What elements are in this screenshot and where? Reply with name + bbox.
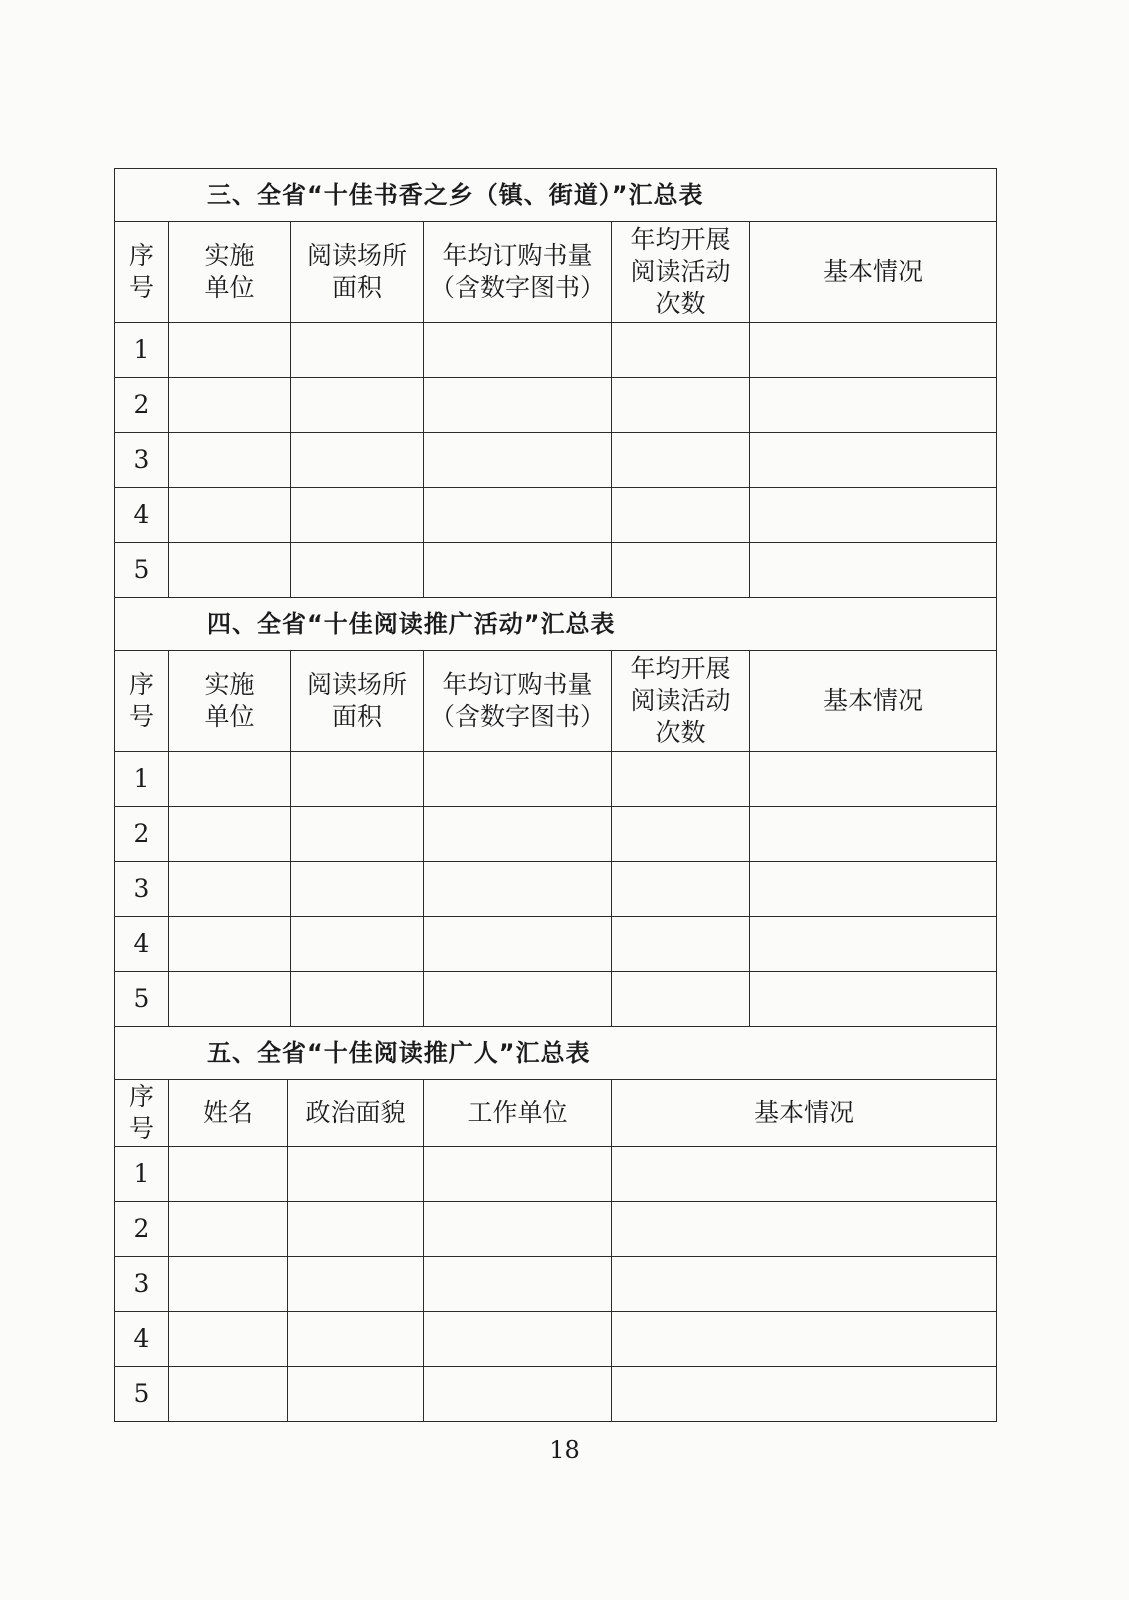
row-number: 4: [115, 917, 169, 972]
cell-area[interactable]: [291, 972, 424, 1027]
section5-row: [115, 1147, 997, 1202]
cell-books[interactable]: [424, 752, 612, 807]
section4-row: [115, 807, 997, 862]
cell-basic[interactable]: [612, 1147, 997, 1202]
cell-books[interactable]: [424, 807, 612, 862]
section3-header-books: 年均订购书量 （含数字图书）: [424, 222, 612, 323]
cell-activities[interactable]: [612, 488, 750, 543]
row-number: 3: [115, 1257, 169, 1312]
cell-activities[interactable]: [612, 433, 750, 488]
cell-basic[interactable]: [750, 488, 997, 543]
section4-row: [115, 917, 997, 972]
cell-unit[interactable]: [169, 807, 291, 862]
cell-basic[interactable]: [750, 862, 997, 917]
cell-area[interactable]: [291, 378, 424, 433]
section3-title: 三、全省“十佳书香之乡（镇、街道）”汇总表: [115, 169, 997, 222]
cell-books[interactable]: [424, 917, 612, 972]
cell-activities[interactable]: [612, 807, 750, 862]
row-number: 2: [115, 1202, 169, 1257]
section4-header-activities: 年均开展 阅读活动 次数: [612, 651, 750, 752]
row-number: 5: [115, 972, 169, 1027]
section4-row: [115, 972, 997, 1027]
row-number: 4: [115, 1312, 169, 1367]
cell-political[interactable]: [288, 1367, 424, 1422]
section5-row: [115, 1257, 997, 1312]
section5-header-seq: 序 号: [115, 1080, 169, 1147]
cell-area[interactable]: [291, 323, 424, 378]
cell-books[interactable]: [424, 323, 612, 378]
cell-basic[interactable]: [612, 1257, 997, 1312]
cell-basic[interactable]: [612, 1202, 997, 1257]
cell-area[interactable]: [291, 807, 424, 862]
cell-basic[interactable]: [750, 807, 997, 862]
section4-header-unit: 实施 单位: [169, 651, 291, 752]
section4-header-basic: 基本情况: [750, 651, 997, 752]
cell-activities[interactable]: [612, 378, 750, 433]
cell-unit[interactable]: [169, 862, 291, 917]
row-number: 3: [115, 862, 169, 917]
section3-row: [115, 543, 997, 598]
cell-basic[interactable]: [750, 378, 997, 433]
section5-header-political: 政治面貌: [288, 1080, 424, 1147]
cell-books[interactable]: [424, 543, 612, 598]
cell-unit[interactable]: [169, 917, 291, 972]
section5-header-name: 姓名: [169, 1080, 288, 1147]
cell-basic[interactable]: [750, 752, 997, 807]
cell-name[interactable]: [169, 1312, 288, 1367]
cell-area[interactable]: [291, 433, 424, 488]
row-number: 4: [115, 488, 169, 543]
row-number: 1: [115, 752, 169, 807]
section4-header-books: 年均订购书量 （含数字图书）: [424, 651, 612, 752]
row-number: 1: [115, 323, 169, 378]
section5-title: 五、全省“十佳阅读推广人”汇总表: [115, 1027, 997, 1080]
cell-name[interactable]: [169, 1147, 288, 1202]
cell-political[interactable]: [288, 1202, 424, 1257]
cell-workplace[interactable]: [424, 1312, 612, 1367]
cell-area[interactable]: [291, 862, 424, 917]
section4-row: [115, 862, 997, 917]
row-number: 2: [115, 378, 169, 433]
row-number: 2: [115, 807, 169, 862]
cell-activities[interactable]: [612, 917, 750, 972]
cell-books[interactable]: [424, 488, 612, 543]
section3-header-area: 阅读场所 面积: [291, 222, 424, 323]
cell-unit[interactable]: [169, 378, 291, 433]
section4-row: [115, 752, 997, 807]
cell-basic[interactable]: [750, 543, 997, 598]
cell-name[interactable]: [169, 1257, 288, 1312]
cell-workplace[interactable]: [424, 1257, 612, 1312]
cell-books[interactable]: [424, 433, 612, 488]
cell-activities[interactable]: [612, 543, 750, 598]
section3-header-activities: 年均开展 阅读活动 次数: [612, 222, 750, 323]
cell-workplace[interactable]: [424, 1147, 612, 1202]
section3-row: [115, 378, 997, 433]
cell-books[interactable]: [424, 862, 612, 917]
section4-header-seq: 序 号: [115, 651, 169, 752]
row-number: 3: [115, 433, 169, 488]
cell-unit[interactable]: [169, 972, 291, 1027]
cell-books[interactable]: [424, 378, 612, 433]
cell-basic[interactable]: [750, 323, 997, 378]
row-number: 1: [115, 1147, 169, 1202]
cell-workplace[interactable]: [424, 1367, 612, 1422]
cell-unit[interactable]: [169, 323, 291, 378]
cell-area[interactable]: [291, 543, 424, 598]
cell-activities[interactable]: [612, 972, 750, 1027]
row-number: 5: [115, 1367, 169, 1422]
cell-unit[interactable]: [169, 488, 291, 543]
cell-area[interactable]: [291, 917, 424, 972]
section3-row: [115, 433, 997, 488]
section4-title: 四、全省“十佳阅读推广活动”汇总表: [115, 598, 997, 651]
cell-activities[interactable]: [612, 752, 750, 807]
section4-header-area: 阅读场所 面积: [291, 651, 424, 752]
section5-row: [115, 1367, 997, 1422]
cell-political[interactable]: [288, 1312, 424, 1367]
row-number: 5: [115, 543, 169, 598]
summary-tables: [114, 168, 997, 1422]
cell-activities[interactable]: [612, 862, 750, 917]
cell-area[interactable]: [291, 752, 424, 807]
cell-basic[interactable]: [750, 972, 997, 1027]
section3-row: [115, 323, 997, 378]
cell-basic[interactable]: [750, 433, 997, 488]
section3-row: [115, 488, 997, 543]
cell-basic[interactable]: [612, 1312, 997, 1367]
cell-unit[interactable]: [169, 543, 291, 598]
cell-area[interactable]: [291, 488, 424, 543]
cell-books[interactable]: [424, 972, 612, 1027]
section5-header-basic: 基本情况: [612, 1080, 997, 1147]
cell-activities[interactable]: [612, 323, 750, 378]
cell-name[interactable]: [169, 1202, 288, 1257]
page-number: 18: [549, 1436, 580, 1464]
section3-header-unit: 实施 单位: [169, 222, 291, 323]
section3-header-basic: 基本情况: [750, 222, 997, 323]
section3-header-seq: 序 号: [115, 222, 169, 323]
cell-political[interactable]: [288, 1257, 424, 1312]
cell-basic[interactable]: [750, 917, 997, 972]
cell-political[interactable]: [288, 1147, 424, 1202]
section5-row: [115, 1312, 997, 1367]
cell-unit[interactable]: [169, 433, 291, 488]
section5-header-workplace: 工作单位: [424, 1080, 612, 1147]
cell-name[interactable]: [169, 1367, 288, 1422]
section5-row: [115, 1202, 997, 1257]
cell-basic[interactable]: [612, 1367, 997, 1422]
cell-unit[interactable]: [169, 752, 291, 807]
cell-workplace[interactable]: [424, 1202, 612, 1257]
